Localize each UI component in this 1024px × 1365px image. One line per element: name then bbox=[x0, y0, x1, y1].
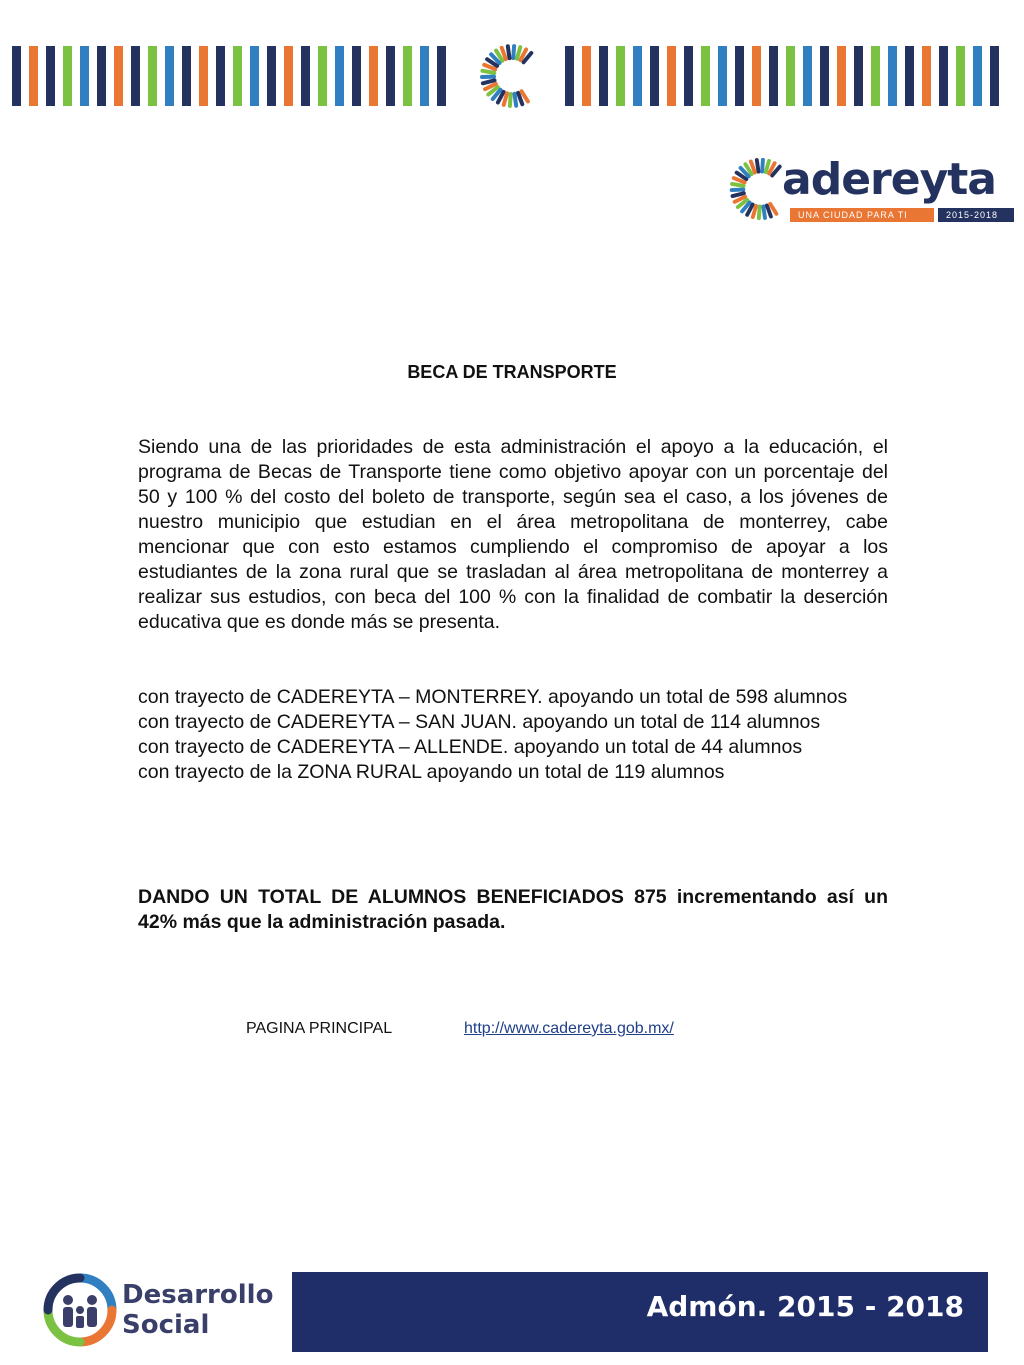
header-stripe bbox=[633, 46, 642, 106]
header-stripe bbox=[335, 46, 344, 106]
route-item: con trayecto de CADEREYTA – MONTERREY. apoyando un total de 598 alumnos bbox=[138, 686, 848, 708]
footer-band bbox=[292, 1272, 988, 1352]
burst-ray bbox=[762, 160, 763, 172]
burst-ray bbox=[732, 184, 744, 186]
header-stripe bbox=[922, 46, 931, 106]
header-stripe bbox=[701, 46, 710, 106]
homepage-label: PAGINA PRINCIPAL bbox=[246, 1020, 393, 1037]
burst-ray bbox=[510, 94, 511, 106]
burst-ray bbox=[482, 71, 494, 73]
header-stripe bbox=[352, 46, 361, 106]
header-stripe bbox=[735, 46, 744, 106]
burst-ray bbox=[733, 193, 744, 196]
cadereyta-logo bbox=[722, 150, 1004, 230]
header-stripe bbox=[199, 46, 208, 106]
burst-ray bbox=[513, 46, 514, 58]
header-stripe bbox=[650, 46, 659, 106]
social-label: Social bbox=[122, 1310, 210, 1340]
header-stripe bbox=[233, 46, 242, 106]
header-stripe bbox=[420, 46, 429, 106]
burst-ray bbox=[753, 206, 756, 217]
header-stripe bbox=[403, 46, 412, 106]
header-stripe bbox=[854, 46, 863, 106]
administration-years: Admón. 2015 - 2018 bbox=[646, 1290, 964, 1323]
route-item: con trayecto de CADEREYTA – ALLENDE. apoyando un total de 44 alumnos bbox=[138, 736, 803, 758]
logo-tagline: UNA CIUDAD PARA TI bbox=[790, 208, 934, 222]
header-stripe bbox=[718, 46, 727, 106]
burst-ray bbox=[757, 160, 759, 172]
burst-ray bbox=[763, 206, 765, 218]
logo-wordmark: adereyta bbox=[782, 154, 996, 205]
header-stripe bbox=[386, 46, 395, 106]
header-stripe bbox=[63, 46, 72, 106]
header-stripe bbox=[216, 46, 225, 106]
header-stripe bbox=[284, 46, 293, 106]
logo-tagline-bar bbox=[790, 208, 1014, 222]
route-item: con trayecto de CADEREYTA – SAN JUAN. apoyando un total de 114 alumnos bbox=[138, 711, 821, 733]
header-stripe bbox=[182, 46, 191, 106]
burst-ray bbox=[515, 94, 517, 106]
document-title: BECA DE TRANSPORTE bbox=[407, 362, 617, 382]
total-summary: DANDO UN TOTAL DE ALUMNOS BENEFICIADOS 875 incrementando así un 42% más que la administración pasada. bbox=[138, 886, 888, 933]
header-stripe bbox=[301, 46, 310, 106]
header-stripe bbox=[437, 46, 446, 106]
route-list bbox=[138, 685, 888, 785]
header-stripe bbox=[29, 46, 38, 106]
family-hands-icon bbox=[40, 1270, 120, 1350]
header-stripe bbox=[369, 46, 378, 106]
header-stripe bbox=[888, 46, 897, 106]
header-stripe bbox=[80, 46, 89, 106]
header-stripe bbox=[148, 46, 157, 106]
desarrollo-social-text bbox=[122, 1280, 273, 1340]
header-stripe bbox=[667, 46, 676, 106]
header-stripe bbox=[165, 46, 174, 106]
header-stripes-right bbox=[565, 46, 999, 106]
header-stripe bbox=[752, 46, 761, 106]
burst-ray bbox=[766, 161, 769, 172]
header-stripe bbox=[973, 46, 982, 106]
logo-years: 2015-2018 bbox=[938, 208, 1014, 222]
desarrollo-social-logo bbox=[40, 1270, 290, 1350]
header-stripe bbox=[871, 46, 880, 106]
header-stripe bbox=[616, 46, 625, 106]
header-stripe bbox=[131, 46, 140, 106]
header-stripe bbox=[97, 46, 106, 106]
desarrollo-label: Desarrollo bbox=[122, 1280, 274, 1310]
header-stripe bbox=[837, 46, 846, 106]
header-stripe bbox=[684, 46, 693, 106]
cadereyta-burst-icon bbox=[474, 36, 542, 116]
intro-paragraph: Siendo una de las prioridades de esta administración el apoyo a la educación, el programa de Becas de Transporte tiene como objetivo apoyar con un porcentaje del 50 y 100 % del costo del boleto de transporte, según sea el caso, a los jóvenes de nuestro municipio que estudian en el área metropolitana de monterrey, cabe mencionar que con esto estamos cumpliendo el compromiso de apoyar a los estudiantes de la zona rural que se trasladan al área metropolitana de monterrey a realizar sus estudios, con beca del 100 % con la finalidad de combatir la deserción educativa que es donde más se presenta. bbox=[138, 436, 888, 633]
header-stripe bbox=[803, 46, 812, 106]
header-stripe bbox=[786, 46, 795, 106]
header-stripe bbox=[990, 46, 999, 106]
burst-ray bbox=[759, 207, 760, 219]
header-stripe bbox=[905, 46, 914, 106]
header-stripe bbox=[250, 46, 259, 106]
header-stripes-left bbox=[12, 46, 446, 106]
header-stripe bbox=[267, 46, 276, 106]
burst-ray bbox=[517, 47, 520, 59]
header-stripe bbox=[956, 46, 965, 106]
burst-ray bbox=[508, 46, 510, 58]
header-stripe bbox=[820, 46, 829, 106]
header-stripe bbox=[599, 46, 608, 106]
header-stripe bbox=[318, 46, 327, 106]
burst-ray bbox=[483, 80, 495, 83]
header-stripe bbox=[12, 46, 21, 106]
header-stripe bbox=[565, 46, 574, 106]
header-stripe bbox=[582, 46, 591, 106]
header-stripe bbox=[114, 46, 123, 106]
header-stripe bbox=[769, 46, 778, 106]
header-stripe bbox=[46, 46, 55, 106]
homepage-link[interactable]: http://www.cadereyta.gob.mx/ bbox=[464, 1020, 674, 1037]
header-stripe bbox=[939, 46, 948, 106]
burst-ray bbox=[504, 93, 507, 105]
route-item: con trayecto de la ZONA RURAL apoyando un total de 119 alumnos bbox=[138, 761, 725, 783]
